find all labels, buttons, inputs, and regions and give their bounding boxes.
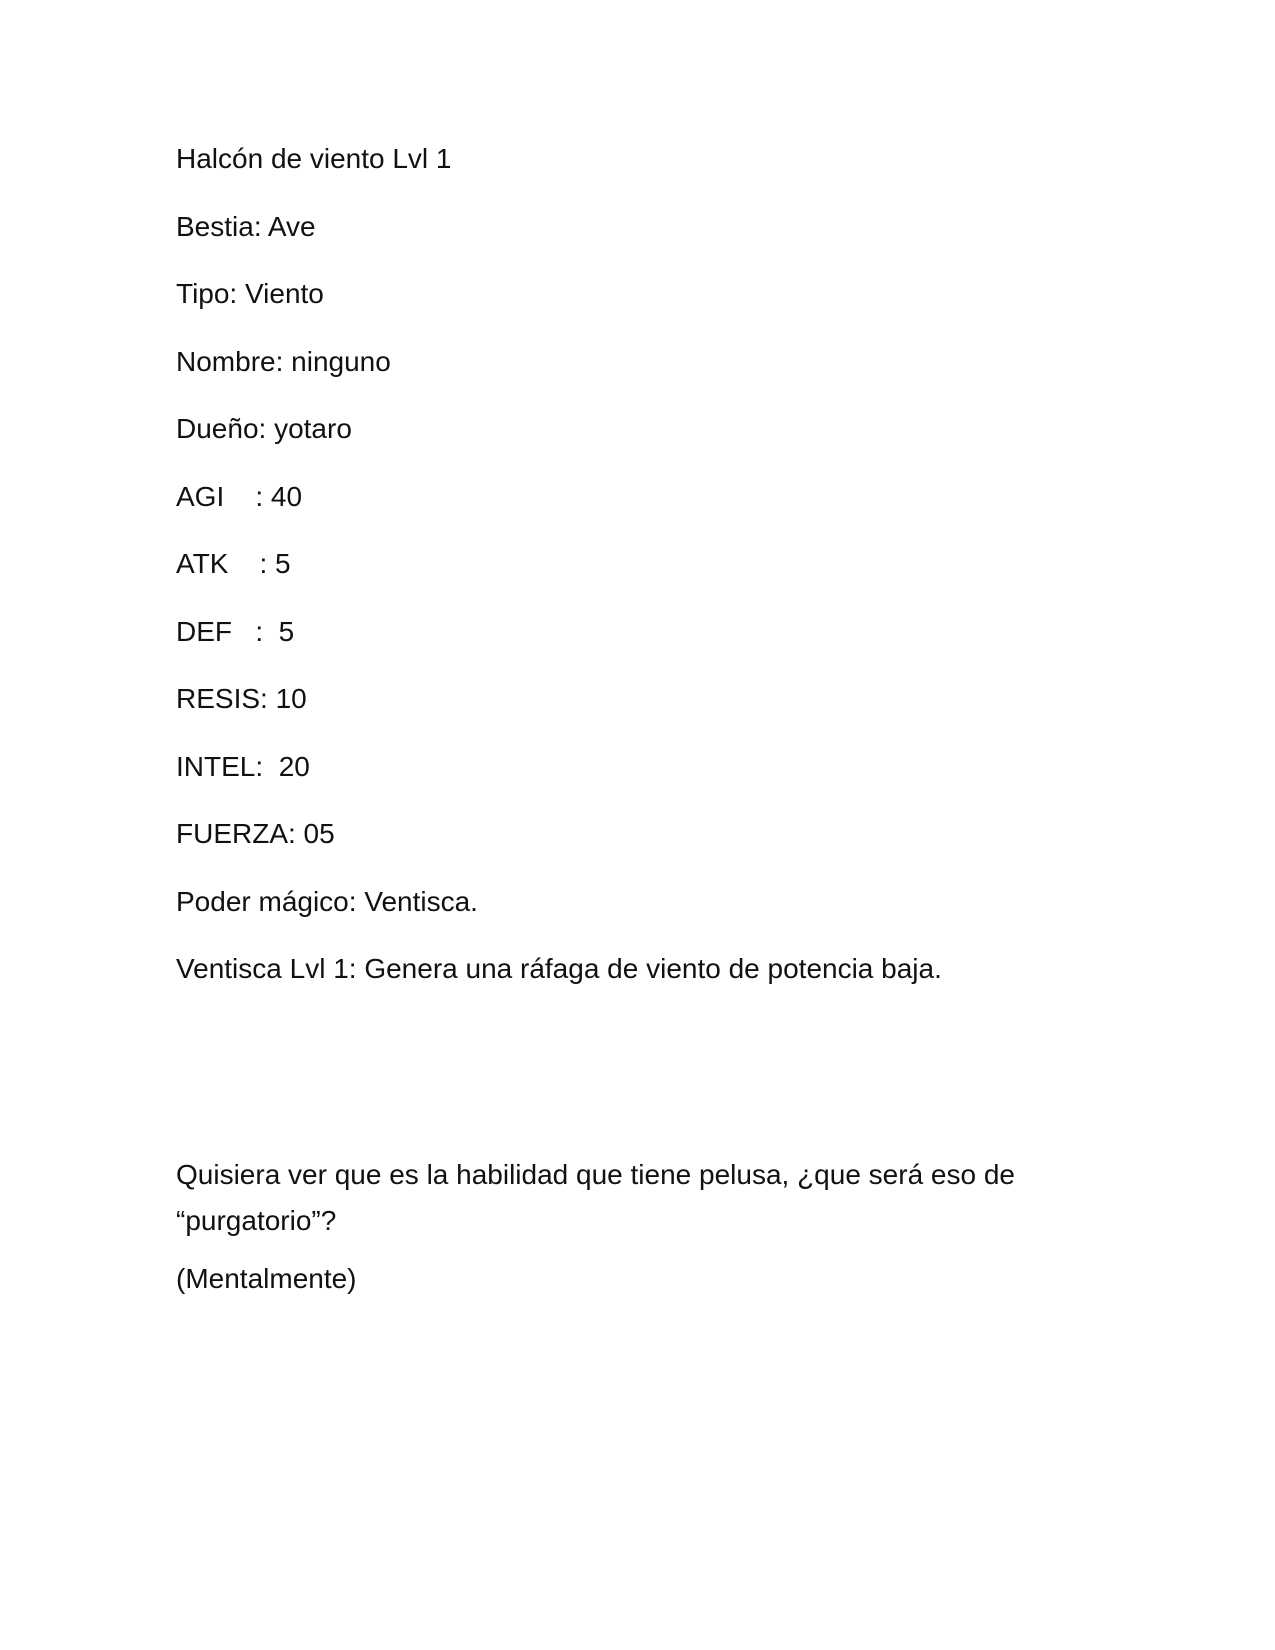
type-line: Tipo: Viento (176, 278, 324, 309)
mental-note: (Mentalmente) (176, 1262, 357, 1294)
document-body (176, 142, 1096, 1329)
thought-paragraph: Quisiera ver que es la habilidad que tiene pelusa, ¿que será eso de “purgatorio”? (176, 1158, 1023, 1236)
atk-line: ATK : 5 (176, 548, 291, 579)
def-line: DEF : 5 (176, 615, 295, 647)
beast-line: Bestia: Ave (176, 210, 316, 242)
owner-line: Dueño: yotaro (176, 413, 352, 444)
resis-line: RESIS: 10 (176, 683, 307, 714)
agi-line: AGI : 40 (176, 480, 303, 512)
name-line: Nombre: ninguno (176, 345, 391, 377)
intel-line: INTEL: 20 (176, 750, 310, 782)
spacer (176, 1020, 1096, 1152)
creature-title: Halcón de viento Lvl 1 (176, 143, 452, 174)
skill-description-line: Ventisca Lvl 1: Genera una ráfaga de viento de potencia baja. (176, 953, 942, 984)
magic-power-line: Poder mágico: Ventisca. (176, 885, 478, 917)
fuerza-line: FUERZA: 05 (176, 818, 335, 849)
